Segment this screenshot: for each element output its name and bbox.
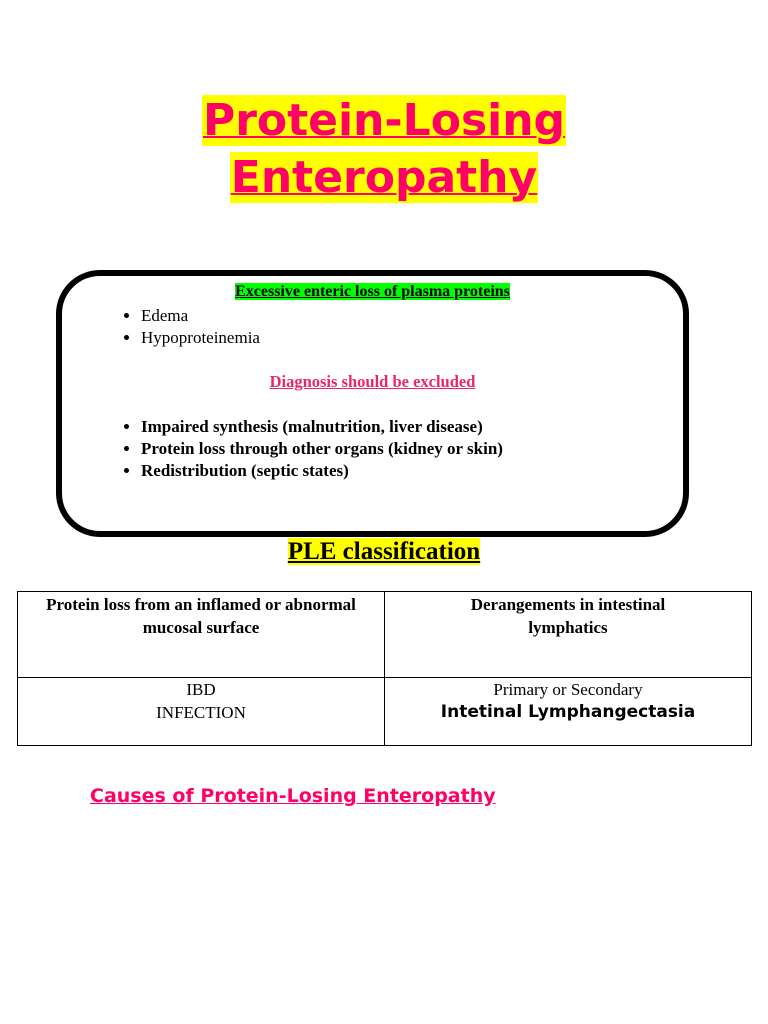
exclusion-list (119, 416, 503, 482)
feature-list (119, 305, 260, 349)
list-item: • Hypoproteinemia (141, 327, 260, 349)
list-item: • Redistribution (septic states) (141, 460, 503, 482)
list-item: • Impaired synthesis (malnutrition, liver disease) (141, 416, 503, 438)
causes-heading: Causes of Protein-Losing Enteropathy (90, 785, 496, 807)
definition-box (56, 270, 689, 537)
table-header-cell: Derangements in intestinal lymphatics (385, 592, 752, 678)
exclusion-heading: Diagnosis should be excluded (269, 372, 476, 391)
list-item: • Edema (141, 305, 260, 327)
definition-heading: Excessive enteric loss of plasma proteins (235, 283, 510, 300)
title-line-2: Enteropathy (230, 152, 538, 203)
table-row (18, 678, 752, 746)
page-title (0, 92, 768, 206)
table-row (18, 592, 752, 678)
classification-table (17, 591, 752, 746)
classification-heading: PLE classification (287, 538, 481, 565)
title-line-1: Protein-Losing (202, 95, 566, 146)
table-cell: Primary or Secondary Intetinal Lymphangectasia (385, 678, 752, 746)
table-header-cell: Protein loss from an inflamed or abnormal mucosal surface (18, 592, 385, 678)
table-cell: IBD INFECTION (18, 678, 385, 746)
list-item: • Protein loss through other organs (kidney or skin) (141, 438, 503, 460)
